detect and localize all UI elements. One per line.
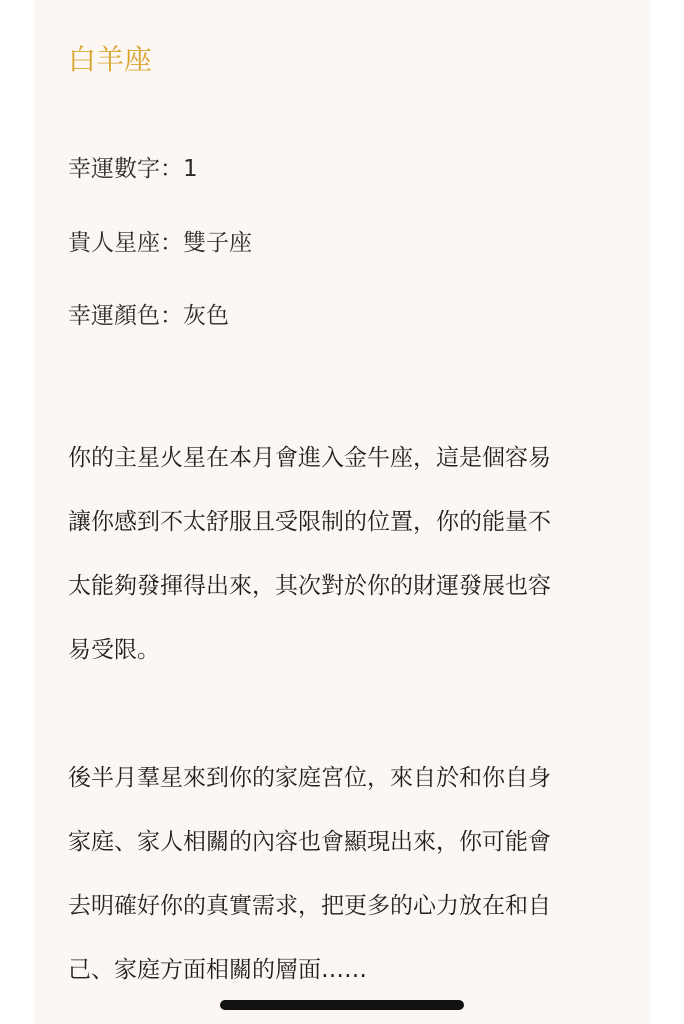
horoscope-paragraph-2: [68, 746, 628, 1002]
paragraph-line: 去明確好你的真實需求，把更多的心力放在和自: [68, 893, 551, 919]
lucky-color-label: 幸運顏色：: [68, 303, 183, 329]
lucky-number-row: [68, 152, 198, 186]
lucky-number-value: 1: [183, 156, 198, 182]
paragraph-line: 太能夠發揮得出來，其次對於你的財運發展也容: [68, 573, 551, 599]
lucky-color-value: 灰色: [183, 303, 229, 329]
sign-title: 白羊座: [68, 43, 153, 76]
paragraph-line: 家庭、家人相關的內容也會顯現出來，你可能會: [68, 829, 551, 855]
paragraph-line: 易受限。: [68, 637, 160, 663]
article-page: [34, 0, 650, 1024]
home-indicator-bar[interactable]: [220, 1000, 464, 1010]
paragraph-line: 你的主星火星在本月會進入金牛座，這是個容易: [68, 445, 551, 471]
paragraph-line: 己、家庭方面相關的層面……: [68, 957, 367, 983]
lucky-number-label: 幸運數字：: [68, 156, 183, 182]
helpful-sign-value: 雙子座: [183, 230, 252, 256]
horoscope-paragraph-1: [68, 426, 628, 682]
helpful-sign-row: [68, 226, 252, 260]
helpful-sign-label: 貴人星座：: [68, 230, 183, 256]
paragraph-line: 讓你感到不太舒服且受限制的位置，你的能量不: [68, 509, 551, 535]
lucky-color-row: [68, 299, 229, 333]
paragraph-line: 後半月羣星來到你的家庭宮位，來自於和你自身: [68, 765, 551, 791]
